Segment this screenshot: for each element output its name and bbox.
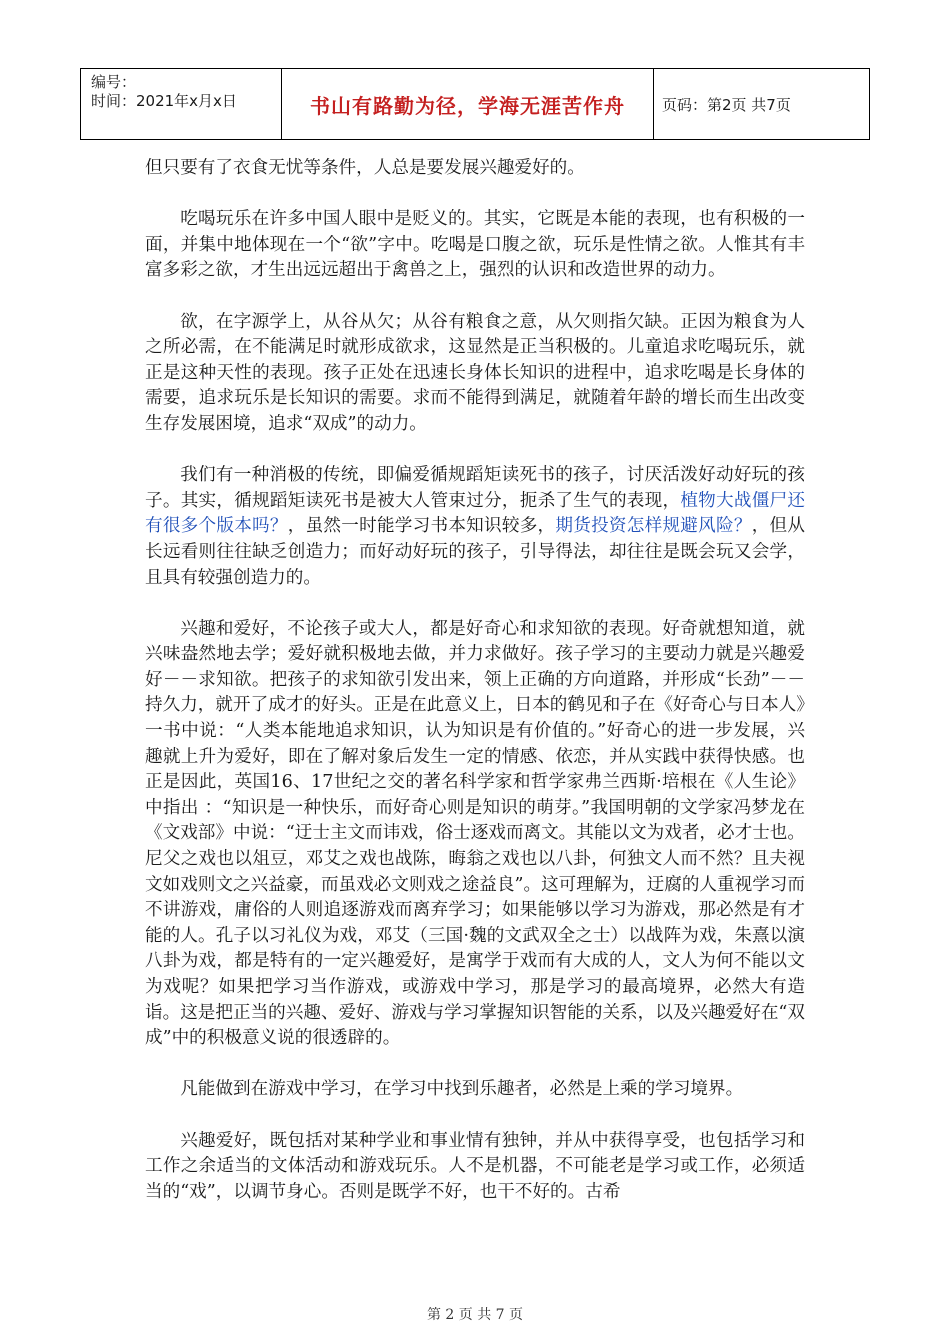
paragraph-5: 兴趣和爱好，不论孩子或大人，都是好奇心和求知欲的表现。好奇就想知道，就兴味盎然地去学；爱好就积极地去做，并力求做好。孩子学习的主要动力就是兴趣爱好－－求知欲。把孩子的求知欲引发出来，领上正确的方向道路，并形成“长劲”－－持久力，就开了成才的好头。正是在此意义上，日本的鹤见和子在《好奇心与日本人》一书中说：“人类本能地追求知识，认为知识是有价值的。”好奇心的进一步发展，兴趣就上升为爱好，即在了解对象后发生一定的情感、依恋，并从实践中获得快感。也正是因此，英国16、17世纪之交的著名科学家和哲学家弗兰西斯·培根在《人生论》中指出 ：“知识是一种快乐，而好奇心则是知识的萌芽。”我国明朝的文学家冯梦龙在《文戏部》中说：“迂士主文而讳戏，俗士逐戏而离文。其能以文为戏者，必才士也。尼父之戏也以俎豆，邓艾之戏也战陈，晦翁之戏也以八卦，何独文人而不然？且夫视文如戏则文之兴益豪，而虽戏必文则戏之途益良”。这可理解为，迂腐的人重视学习而不讲游戏，庸俗的人则追逐游戏而离弃学习；如果能够以学习为游戏，那必然是有才能的人。孔子以习礼仪为戏，邓艾（三国·魏的文武双全之士）以战阵为戏，朱熹以演八卦为戏，都是特有的一定兴趣爱好，是寓学于戏而有大成的人，文人为何不能以文为戏呢？如果把学习当作游戏，或游戏中学习，那是学习的最高境界，必然大有造诣。这是把正当的兴趣、爱好、游戏与学习掌握知识智能的关系，以及兴趣爱好在“双成”中的积极意义说的很透辟的。 — [145, 618, 805, 1049]
paragraph-3: 欲，在字源学上，从谷从欠；从谷有粮食之意，从欠则指欠缺。正因为粮食为人之所必需，在不能满足时就形成欲求，这显然是正当积极的。儿童追求吃喝玩乐，就正是这种天性的表现。孩子正处在迅速长身体长知识的进程中，追求吃喝是长身体的需要，追求玩乐是长知识的需要。求而不能得到满足，就随着年龄的增长而生出改变生存发展困境，追求“双成”的动力。 — [145, 311, 805, 434]
header-time-label: 时间：2021年x月x日 — [91, 92, 237, 110]
paragraph-4-text-c: ，但从长远看则往往缺乏创造力；而好动好玩的孩子，引导得法，却往往是既会玩又会学，且具有较强创造力的。 — [145, 516, 805, 588]
paragraph-4-text-b: ，虽然一时能学习书本知识较多， — [287, 516, 556, 537]
document-body — [145, 156, 805, 1231]
page-footer: 第 2 页 共 7 页 — [426, 1307, 524, 1323]
paragraph-7: 兴趣爱好，既包括对某种学业和事业情有独钟，并从中获得享受，也包括学习和工作之余适当的文体活动和游戏玩乐。人不是机器，不可能老是学习或工作，必须适当的“戏”，以调节身心。否则是既学不好，也干不好的。古希 — [145, 1130, 805, 1202]
paragraph-4-text-a: 我们有一种消极的传统，即偏爱循规蹈矩读死书的孩子，讨厌活泼好动好玩的孩子。其实，循规蹈矩读死书是被大人管束过分，扼杀了生气的表现， — [145, 465, 805, 511]
header-motto: 书山有路勤为径，学海无涯苦作舟 — [282, 69, 654, 139]
page-header — [80, 68, 870, 140]
header-page-label: 页码：第2页 共7页 — [662, 95, 791, 114]
paragraph-2: 吃喝玩乐在许多中国人眼中是贬义的。其实，它既是本能的表现，也有积极的一面，并集中地体现在一个“欲”字中。吃喝是口腹之欲，玩乐是性情之欲。人惟其有丰富多彩之欲，才生出远远超出于禽兽之上，强烈的认识和改造世界的动力。 — [145, 209, 805, 281]
link-futures-risk[interactable]: 期货投资怎样规避风险？ — [555, 516, 752, 537]
link-plants-vs-zombies[interactable]: 植物大战僵尸还有很多个版本吗？ — [145, 490, 805, 537]
header-number-label: 编号： — [91, 73, 137, 91]
paragraph-6: 凡能做到在游戏中学习，在学习中找到乐趣者，必然是上乘的学习境界。 — [180, 1079, 744, 1100]
paragraph-1: 但只要有了衣食无忧等条件，人总是要发展兴趣爱好的。 — [145, 158, 585, 178]
header-meta — [81, 69, 282, 139]
paragraph-4 — [145, 463, 805, 591]
